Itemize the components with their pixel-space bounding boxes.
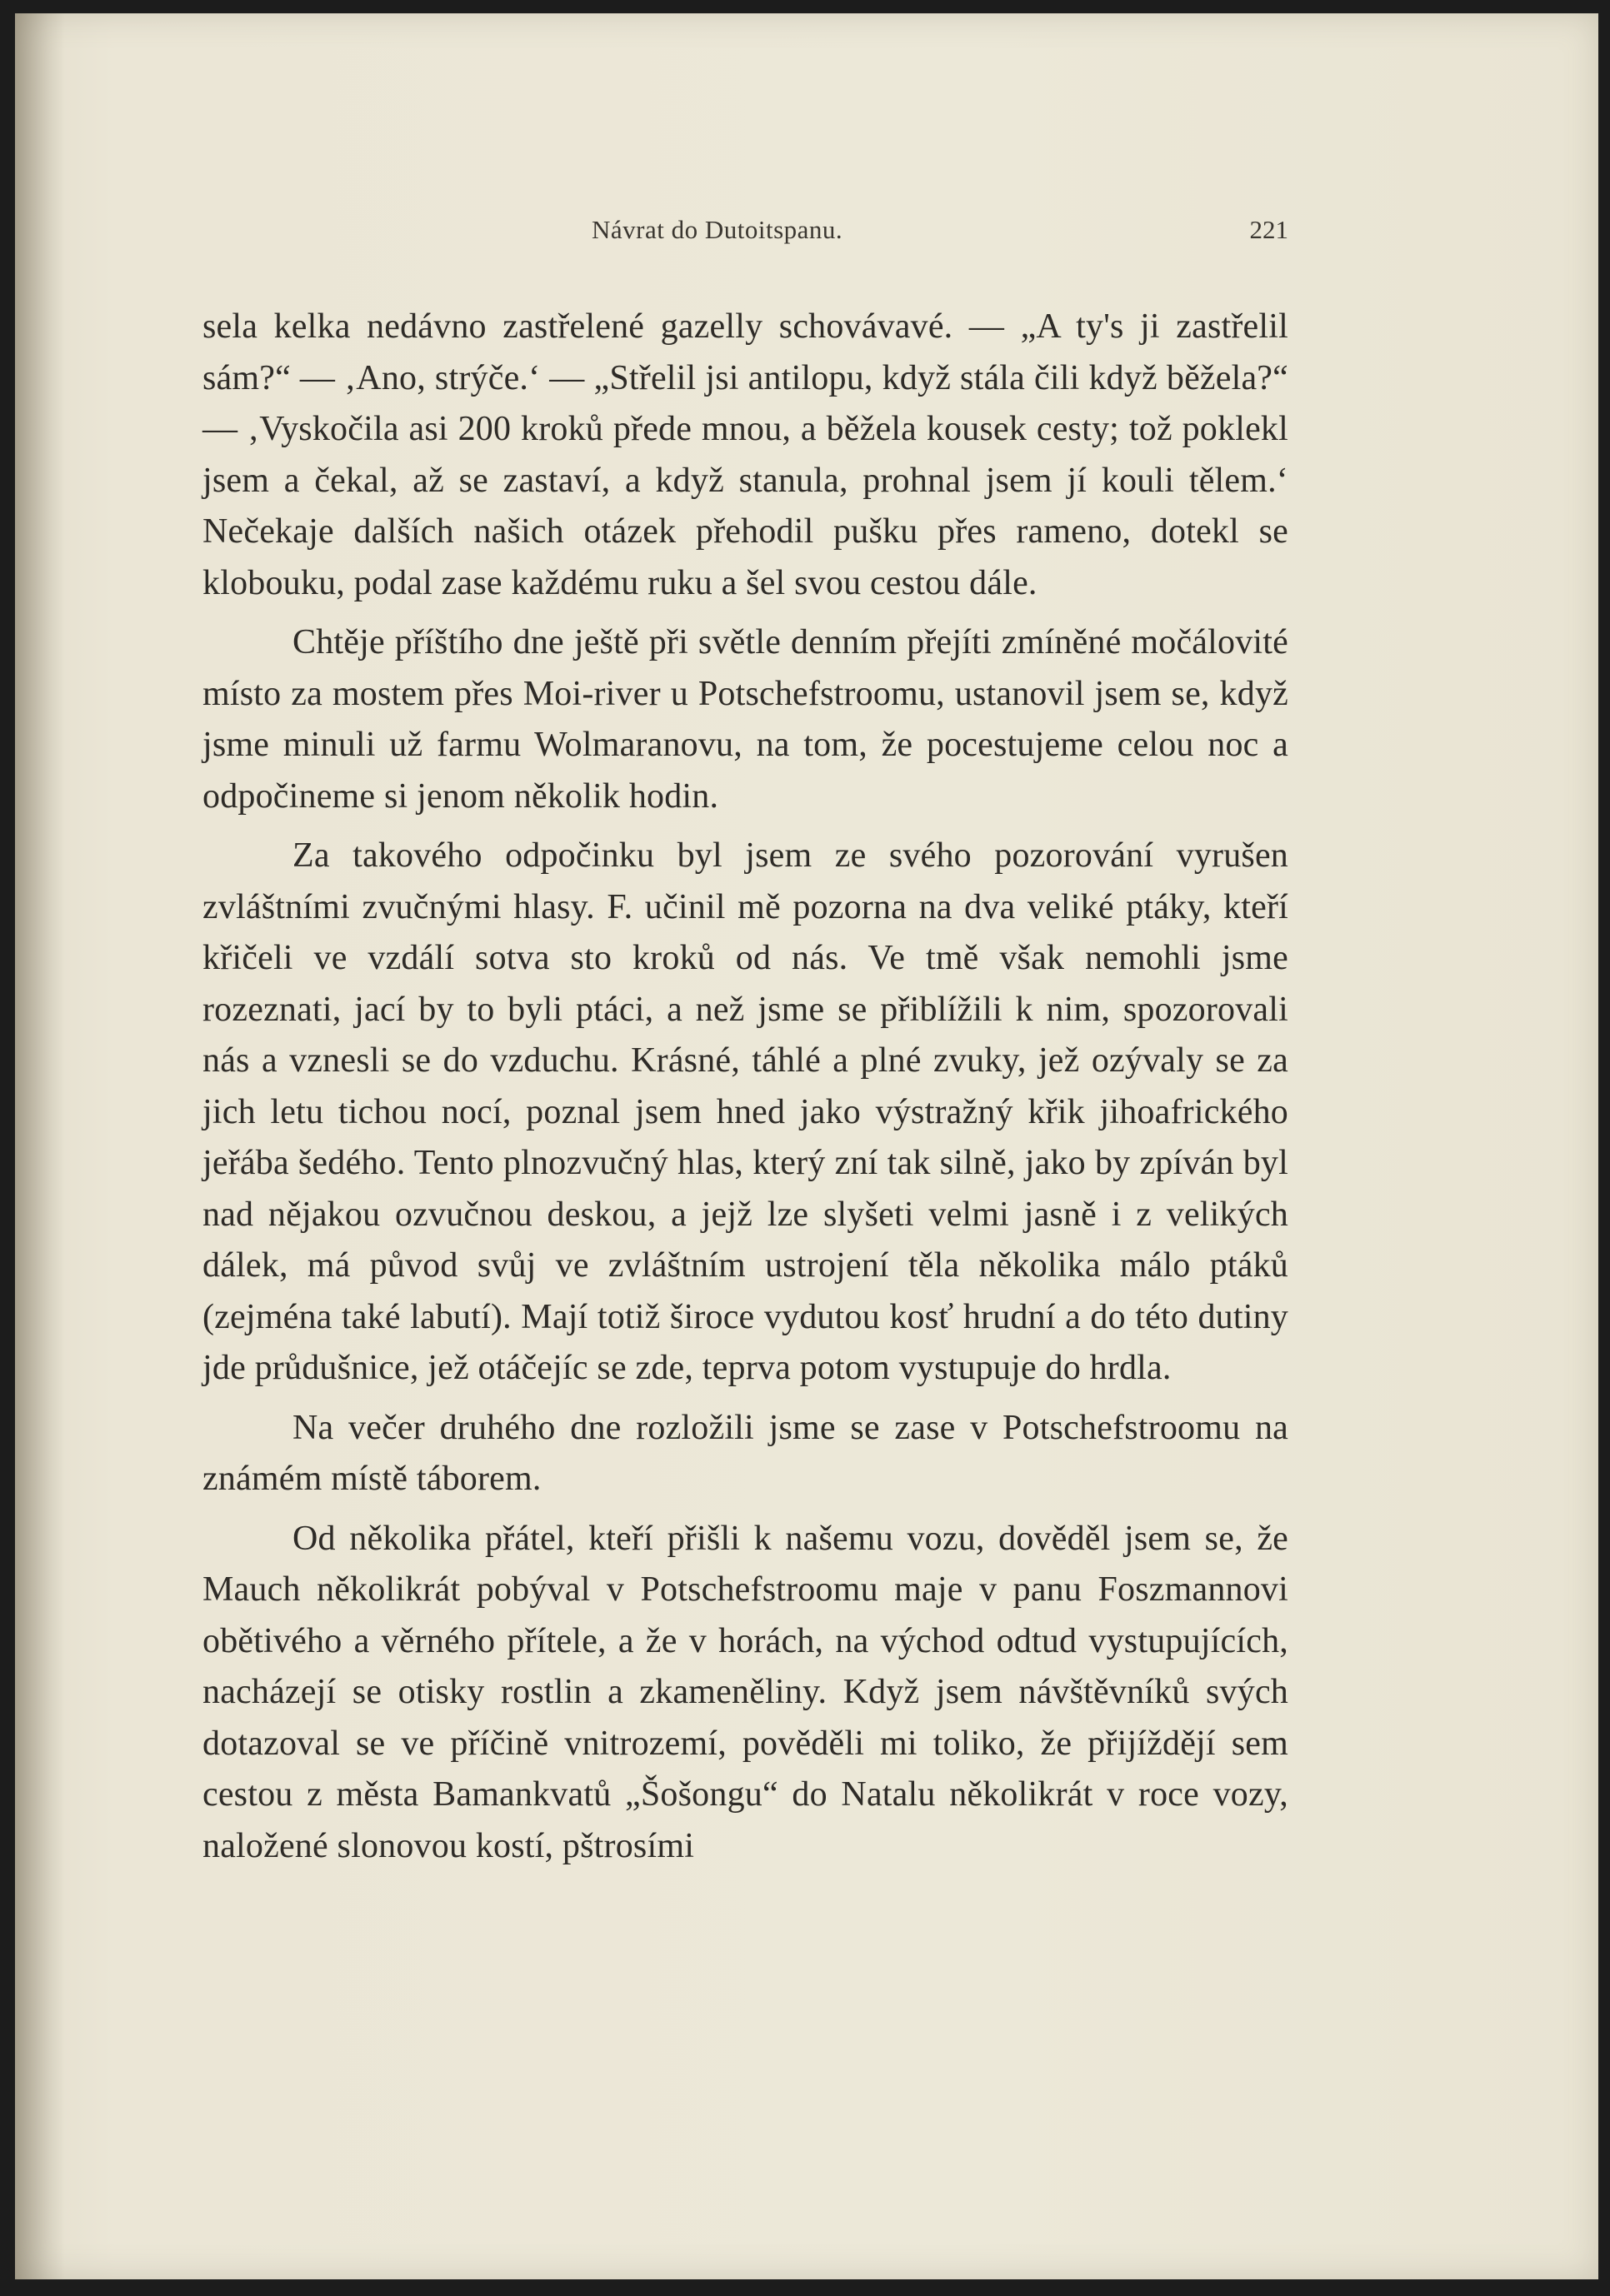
page-gutter-shadow — [15, 13, 65, 2279]
body-text — [202, 302, 1288, 1880]
paragraph-1: sela kelka nedávno zastřelené gazelly schovávavé. — „A ty's ji zastřelil sám?“ — ‚Ano, strýče.‘ — „Střelil jsi antilopu, když stála čili když běžela?“ — ‚Vyskočila asi 200 kroků přede mnou, a běžela kousek cesty; tož poklekl jsem a čekal, až se zastaví, a když stanula, prohnal jsem jí kouli tělem.‘ Nečekaje dalších našich otázek přehodil pušku přes rameno, dotekl se klobouku, podal zase každému ruku a šel svou cestou dále. — [202, 307, 1288, 602]
page-header — [196, 215, 1288, 257]
page-number: 221 — [1249, 215, 1288, 244]
paragraph-2: Chtěje příštího dne ještě při světle denním přejíti zmíněné močálovité místo za mostem přes Moi-river u Potschefstroomu, ustanovil jsem se, když jsme minuli už farmu Wolmaranovu, na tom, že pocestujeme celou noc a odpočineme si jenom několik hodin. — [202, 623, 1288, 816]
paragraph-5: Od několika přátel, kteří přišli k našemu vozu, dověděl jsem se, že Mauch několikrát pobýval v Potschefstroomu maje v panu Foszmannovi obětivého a věrného přítele, a že v horách, na východ odtud vystupujících, nacházejí se otisky rostlin a zkameněliny. Když jsem návštěvníků svých dotazoval se ve příčině vnitrozemí, pověděli mi toliko, že přijíždějí sem cestou z města Bamankvatů „Šošongu“ do Natalu několikrát v roce vozy, naložené slonovou kostí, pštrosími — [202, 1519, 1288, 1865]
running-title: Návrat do Dutoitspanu. — [592, 215, 843, 244]
paragraph-4: Na večer druhého dne rozložili jsme se zase v Potschefstroomu na známém místě táborem. — [202, 1408, 1288, 1498]
paragraph-3: Za takového odpočinku byl jsem ze svého pozorování vyrušen zvláštními zvučnými hlasy. F. učinil mě pozorna na dva veliké ptáky, kteří křičeli ve vzdálí sotva sto kroků od nás. Ve tmě však nemohli jsme rozeznati, jací by to byli ptáci, a než jsme se přiblížili k nim, spozorovali nás a vznesli se do vzduchu. Krásné, táhlé a plné zvuky, jež ozývaly se za jich letu tichou nocí, poznal jsem hned jako výstražný křik jihoafrického jeřába šedého. Tento plnozvučný hlas, který zní tak silně, jako by zpíván byl nad nějakou ozvučnou deskou, a jejž lze slyšeti velmi jasně i z velikých dálek, má původ svůj ve zvláštním ustrojení těla několika málo ptáků (zejména také labutí). Mají totiž široce vydutou kosť hrudní a do této dutiny jde průdušnice, jež otáčejíc se zde, teprva potom vystupuje do hrdla. — [202, 836, 1288, 1387]
